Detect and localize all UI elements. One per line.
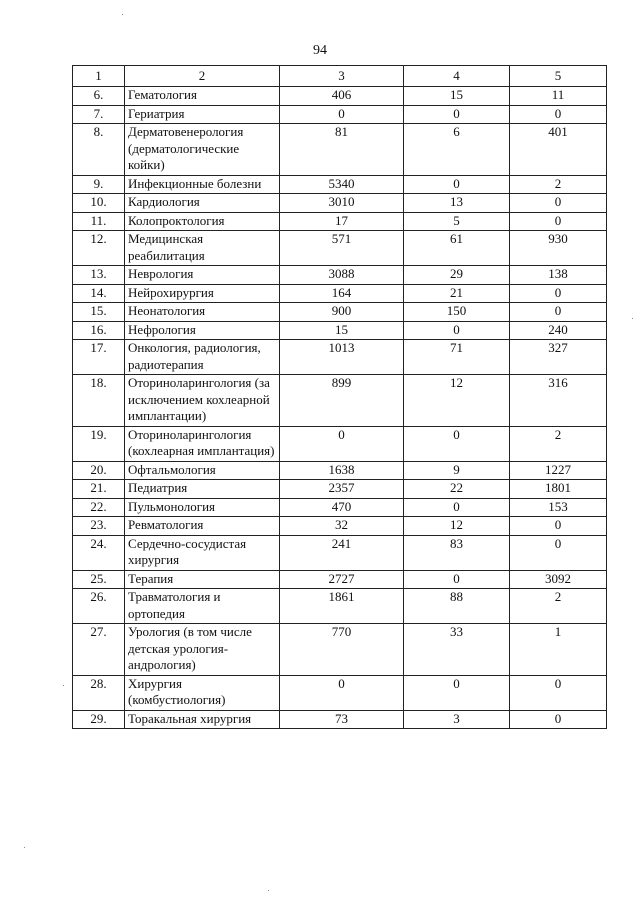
table-row [73,231,607,266]
column-4-value: 33 [404,624,510,676]
scan-speck [24,847,25,848]
column-3-value: 2727 [280,570,404,589]
table-row [73,517,607,536]
profile-name: Торакальная хирургия [125,710,280,729]
profile-name: Неврология [125,266,280,285]
column-4-value: 0 [404,675,510,710]
column-4-value: 0 [404,105,510,124]
column-header-1: 1 [73,66,125,87]
column-5-value: 0 [510,517,607,536]
column-4-value: 12 [404,517,510,536]
scan-speck [122,14,123,15]
column-5-value: 2 [510,175,607,194]
profile-name: Гематология [125,87,280,106]
table-row [73,589,607,624]
profile-name: Оториноларингология (за исключением кохлеарной имплантации) [125,375,280,427]
column-header-2: 2 [125,66,280,87]
profile-name: Колопроктология [125,212,280,231]
column-3-value: 32 [280,517,404,536]
row-number: 28. [73,675,125,710]
profile-name: Нейрохирургия [125,284,280,303]
column-4-value: 0 [404,570,510,589]
row-number: 18. [73,375,125,427]
row-number: 20. [73,461,125,480]
column-3-value: 1013 [280,340,404,375]
scan-speck [632,318,633,319]
column-5-value: 0 [510,212,607,231]
column-5-value: 153 [510,498,607,517]
column-5-value: 11 [510,87,607,106]
column-3-value: 164 [280,284,404,303]
row-number: 11. [73,212,125,231]
column-4-value: 0 [404,175,510,194]
scan-speck [268,890,269,891]
column-3-value: 1861 [280,589,404,624]
table-row [73,124,607,176]
column-5-value: 930 [510,231,607,266]
profile-name: Дерматовенерология (дерматологические койки) [125,124,280,176]
row-number: 21. [73,480,125,499]
profile-name: Травматология и ортопедия [125,589,280,624]
column-4-value: 150 [404,303,510,322]
column-3-value: 73 [280,710,404,729]
column-5-value: 3092 [510,570,607,589]
column-4-value: 61 [404,231,510,266]
column-3-value: 3088 [280,266,404,285]
table-row [73,284,607,303]
column-3-value: 899 [280,375,404,427]
header-row [73,66,607,87]
page-number: 94 [313,43,327,58]
row-number: 22. [73,498,125,517]
table-row [73,675,607,710]
column-4-value: 22 [404,480,510,499]
row-number: 17. [73,340,125,375]
table-row [73,105,607,124]
column-3-value: 470 [280,498,404,517]
column-5-value: 2 [510,426,607,461]
profile-name: Терапия [125,570,280,589]
column-3-value: 5340 [280,175,404,194]
column-header-5: 5 [510,66,607,87]
profile-name: Оториноларингология (кохлеарная имплантация) [125,426,280,461]
profile-name: Урология (в том числе детская урология-андрология) [125,624,280,676]
table-header [73,66,607,87]
table-row [73,303,607,322]
column-5-value: 0 [510,194,607,213]
row-number: 9. [73,175,125,194]
column-header-3: 3 [280,66,404,87]
table-row [73,426,607,461]
row-number: 10. [73,194,125,213]
column-3-value: 81 [280,124,404,176]
column-5-value: 0 [510,105,607,124]
profile-name: Инфекционные болезни [125,175,280,194]
column-4-value: 21 [404,284,510,303]
column-5-value: 240 [510,321,607,340]
table-row [73,321,607,340]
row-number: 15. [73,303,125,322]
row-number: 23. [73,517,125,536]
column-4-value: 15 [404,87,510,106]
table-body [73,87,607,729]
column-3-value: 406 [280,87,404,106]
row-number: 12. [73,231,125,266]
profile-name: Хирургия (комбустиология) [125,675,280,710]
row-number: 24. [73,535,125,570]
column-5-value: 401 [510,124,607,176]
column-3-value: 2357 [280,480,404,499]
column-4-value: 3 [404,710,510,729]
column-5-value: 316 [510,375,607,427]
row-number: 25. [73,570,125,589]
scan-speck [63,685,64,686]
profile-name: Гериатрия [125,105,280,124]
profile-name: Сердечно-сосудистая хирургия [125,535,280,570]
profile-name: Неонатология [125,303,280,322]
table-row [73,710,607,729]
column-3-value: 17 [280,212,404,231]
profile-name: Педиатрия [125,480,280,499]
column-4-value: 6 [404,124,510,176]
column-5-value: 1 [510,624,607,676]
column-4-value: 5 [404,212,510,231]
column-3-value: 0 [280,105,404,124]
profile-name: Пульмонология [125,498,280,517]
column-4-value: 88 [404,589,510,624]
column-3-value: 15 [280,321,404,340]
column-5-value: 2 [510,589,607,624]
row-number: 19. [73,426,125,461]
profile-name: Ревматология [125,517,280,536]
column-3-value: 241 [280,535,404,570]
table-row [73,175,607,194]
column-4-value: 0 [404,498,510,517]
table-row [73,87,607,106]
column-4-value: 13 [404,194,510,213]
column-5-value: 0 [510,303,607,322]
profile-name: Медицинская реабилитация [125,231,280,266]
row-number: 7. [73,105,125,124]
table-row [73,480,607,499]
column-3-value: 3010 [280,194,404,213]
column-3-value: 900 [280,303,404,322]
profile-name: Офтальмология [125,461,280,480]
column-5-value: 1801 [510,480,607,499]
column-5-value: 138 [510,266,607,285]
table-row [73,340,607,375]
row-number: 29. [73,710,125,729]
column-3-value: 571 [280,231,404,266]
row-number: 6. [73,87,125,106]
column-3-value: 770 [280,624,404,676]
column-4-value: 29 [404,266,510,285]
table-row [73,194,607,213]
table-row [73,212,607,231]
profile-name: Кардиология [125,194,280,213]
table-row [73,266,607,285]
profile-name: Онкология, радиология, радиотерапия [125,340,280,375]
column-4-value: 0 [404,426,510,461]
table-row [73,570,607,589]
table-row [73,624,607,676]
column-5-value: 1227 [510,461,607,480]
column-4-value: 12 [404,375,510,427]
table-row [73,498,607,517]
column-5-value: 0 [510,675,607,710]
row-number: 27. [73,624,125,676]
column-5-value: 0 [510,284,607,303]
column-header-4: 4 [404,66,510,87]
row-number: 13. [73,266,125,285]
column-5-value: 327 [510,340,607,375]
column-4-value: 9 [404,461,510,480]
column-4-value: 0 [404,321,510,340]
table-row [73,375,607,427]
row-number: 16. [73,321,125,340]
column-3-value: 0 [280,426,404,461]
column-5-value: 0 [510,710,607,729]
data-table [72,65,607,729]
column-3-value: 1638 [280,461,404,480]
profile-name: Нефрология [125,321,280,340]
row-number: 26. [73,589,125,624]
column-4-value: 83 [404,535,510,570]
column-4-value: 71 [404,340,510,375]
column-3-value: 0 [280,675,404,710]
table-row [73,461,607,480]
table-row [73,535,607,570]
column-5-value: 0 [510,535,607,570]
row-number: 8. [73,124,125,176]
row-number: 14. [73,284,125,303]
